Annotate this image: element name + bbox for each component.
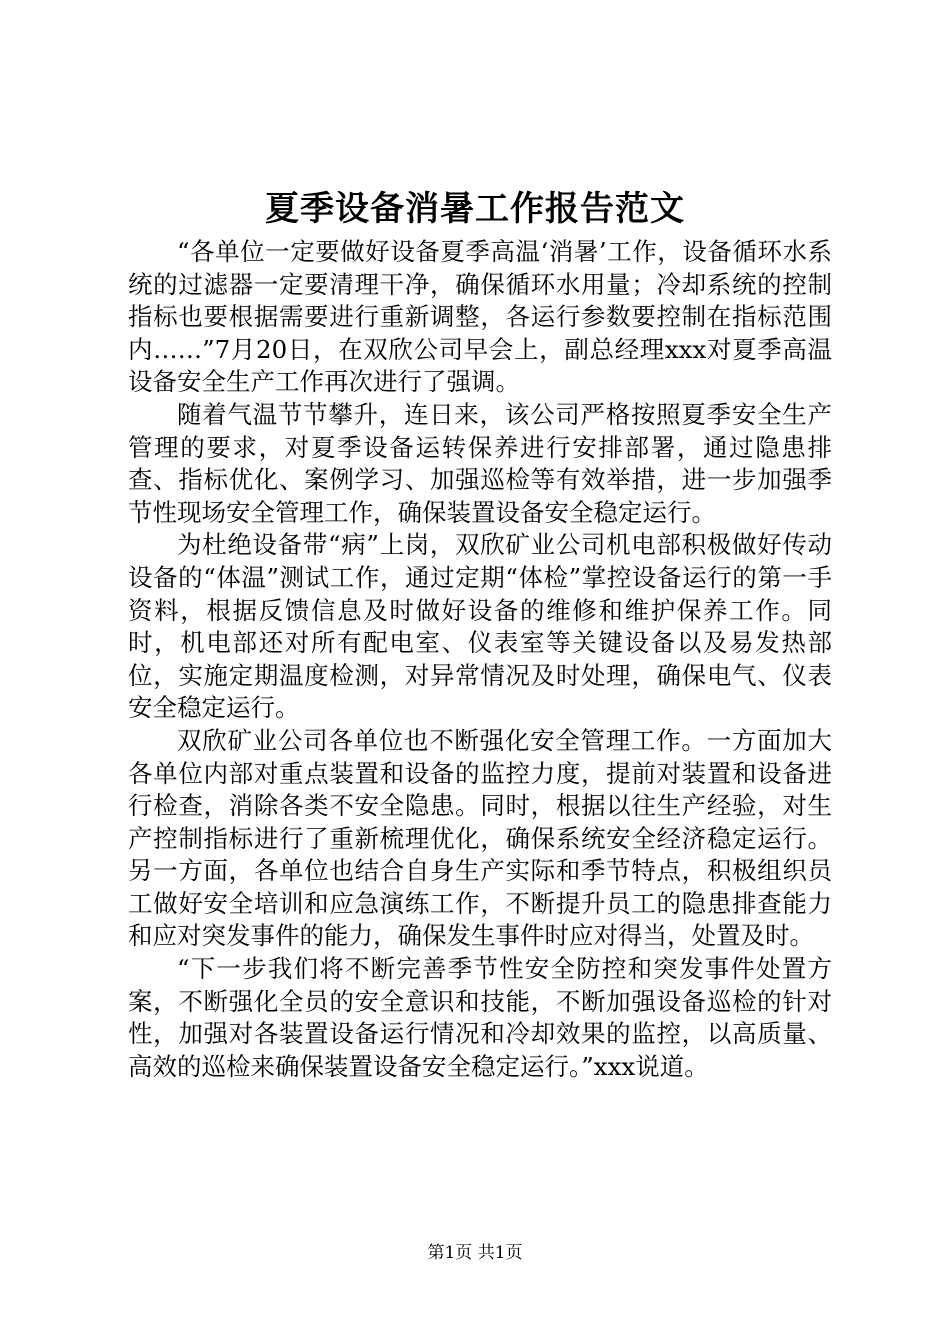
document-body: [128, 236, 832, 1083]
paragraph-2: 随着气温节节攀升，连日来，该公司严格按照夏季安全生产管理的要求，对夏季设备运转保养进行安排部署，通过隐患排查、指标优化、案例学习、加强巡检等有效举措，进一步加强季节性现场安全管理工作，确保装置设备安全稳定运行。: [128, 399, 832, 527]
paragraph-3: 为杜绝设备带“病”上岗，双欣矿业公司机电部积极做好传动设备的“体温”测试工作，通过定期“体检”掌控设备运行的第一手资料，根据反馈信息及时做好设备的维修和维护保养工作。同时，机电部还对所有配电室、仪表室等关键设备以及易发热部位，实施定期温度检测，对异常情况及时处理，确保电气、仪表安全稳定运行。: [128, 530, 832, 723]
paragraph-1: “各单位一定要做好设备夏季高温‘消暑’工作，设备循环水系统的过滤器一定要清理干净，确保循环水用量；冷却系统的控制指标也要根据需要进行重新调整，各运行参数要控制在指标范围内……”7月20日，在双欣公司早会上，副总经理xxx对夏季高温设备安全生产工作再次进行了强调。: [128, 237, 832, 397]
page-footer: 第1页 共1页: [427, 1243, 523, 1263]
document-title: 夏季设备消暑工作报告范文: [265, 189, 685, 229]
paragraph-4: 双欣矿业公司各单位也不断强化安全管理工作。一方面加大各单位内部对重点装置和设备的监控力度，提前对装置和设备进行检查，消除各类不安全隐患。同时，根据以往生产经验，对生产控制指标进行了重新梳理优化，确保系统安全经济稳定运行。另一方面，各单位也结合自身生产实际和季节特点，积极组织员工做好安全培训和应急演练工作，不断提升员工的隐患排查能力和应对突发事件的能力，确保发生事件时应对得当，处置及时。: [128, 725, 832, 951]
paragraph-5: “下一步我们将不断完善季节性安全防控和突发事件处置方案，不断强化全员的安全意识和技能，不断加强设备巡检的针对性，加强对各装置设备运行情况和冷却效果的监控，以高质量、高效的巡检来确保装置设备安全稳定运行。”xxx说道。: [128, 954, 832, 1081]
